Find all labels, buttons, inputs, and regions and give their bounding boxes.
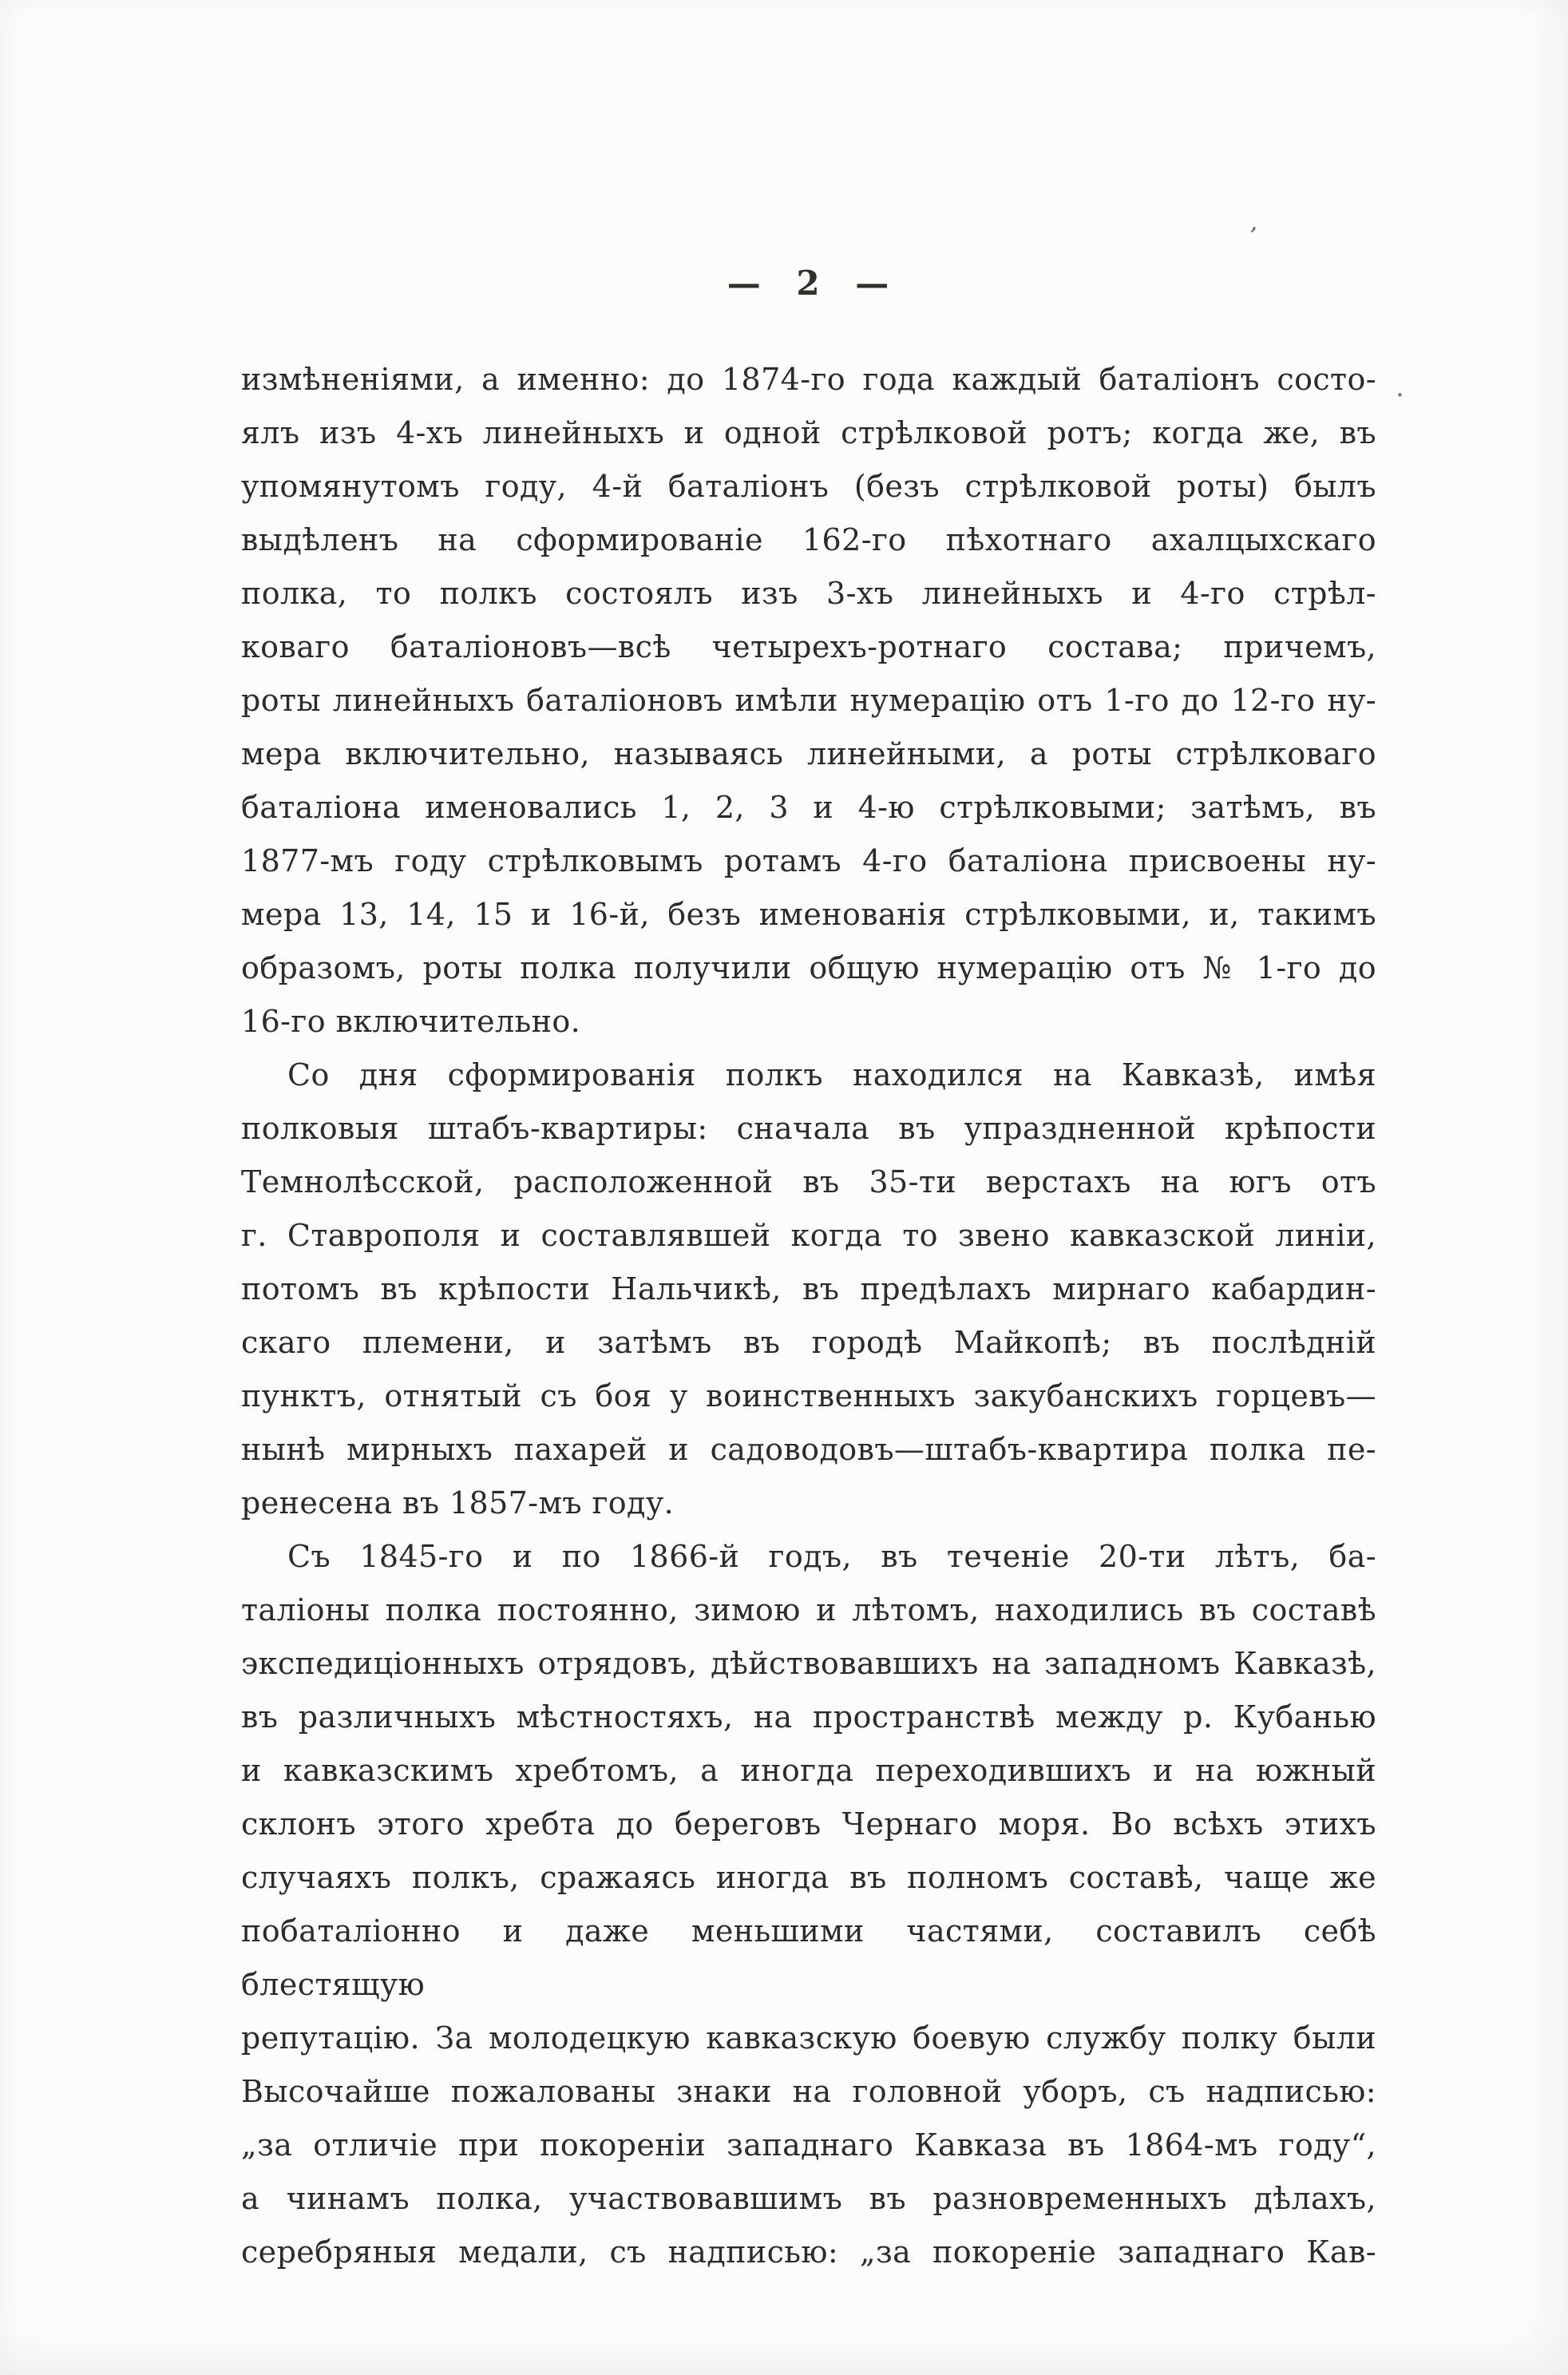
text-line: мера 13, 14, 15 и 16-й, безъ именованія стрѣлковыми, и, такимъ bbox=[241, 897, 1376, 932]
text-line: Высочайше пожалованы знаки на головной уборъ, съ надписью: bbox=[241, 2074, 1376, 2109]
body-text-block bbox=[241, 353, 1376, 2279]
text-line: полка, то полкъ состоялъ изъ 3-хъ линейныхъ и 4-го стрѣл- bbox=[241, 576, 1376, 611]
text-line: Темнолѣсской, расположенной въ 35-ти верстахъ на югъ отъ bbox=[241, 1164, 1376, 1199]
text-line: г. Ставрополя и составлявшей когда то звено кавказской линіи, bbox=[241, 1218, 1376, 1253]
text-line: 16-го включительно. bbox=[241, 1004, 581, 1039]
text-line: репутацію. За молодецкую кавказскую боевую службу полку были bbox=[241, 2020, 1376, 2056]
scan-artifact-tick: ʼ bbox=[1244, 222, 1258, 252]
text-line: ренесена въ 1857-мъ году. bbox=[241, 1485, 675, 1521]
text-line: экспедиціонныхъ отрядовъ, дѣйствовавшихъ на западномъ Кавказѣ, bbox=[241, 1646, 1376, 1681]
text-line: а чинамъ полка, участвовавшимъ въ разновременныхъ дѣлахъ, bbox=[241, 2181, 1376, 2216]
text-line: Съ 1845-го и по 1866-й годъ, въ теченіе 20-ти лѣтъ, ба- bbox=[287, 1539, 1376, 1574]
text-line: коваго баталіоновъ—всѣ четырехъ-ротнаго состава; причемъ, bbox=[241, 629, 1376, 664]
text-line: мера включительно, называясь линейными, а роты стрѣлковаго bbox=[241, 736, 1376, 771]
text-line: роты линейныхъ баталіоновъ имѣли нумерацію отъ 1-го до 12-го ну- bbox=[241, 683, 1376, 718]
text-line: склонъ этого хребта до береговъ Чернаго моря. Во всѣхъ этихъ bbox=[241, 1806, 1376, 1842]
text-line: образомъ, роты полка получили общую нумерацію отъ № 1-го до bbox=[241, 950, 1376, 985]
text-line: скаго племени, и затѣмъ въ городѣ Майкопѣ; въ послѣдній bbox=[241, 1325, 1376, 1360]
text-line: измѣненіями, а именно: до 1874-го года каждый баталіонъ состо- bbox=[241, 362, 1376, 397]
text-line: „за отличіе при покореніи западнаго Кавказа въ 1864-мъ году“, bbox=[241, 2127, 1376, 2163]
text-line: ялъ изъ 4-хъ линейныхъ и одной стрѣлковой ротъ; когда же, въ bbox=[241, 415, 1376, 450]
text-line: пунктъ, отнятый съ боя у воинственныхъ закубанскихъ горцевъ— bbox=[241, 1378, 1376, 1414]
text-line: баталіона именовались 1, 2, 3 и 4-ю стрѣлковыми; затѣмъ, въ bbox=[241, 790, 1376, 825]
text-line: Со дня сформированія полкъ находился на Кавказѣ, имѣя bbox=[287, 1057, 1376, 1092]
text-line: и кавказскимъ хребтомъ, а иногда переходившихъ и на южный bbox=[241, 1753, 1376, 1788]
text-line: таліоны полка постоянно, зимою и лѣтомъ, находились въ составѣ bbox=[241, 1592, 1376, 1628]
text-line: 1877-мъ году стрѣлковымъ ротамъ 4-го баталіона присвоены ну- bbox=[241, 843, 1376, 878]
scan-artifact-dot: . bbox=[1396, 371, 1404, 403]
text-line: случаяхъ полкъ, сражаясь иногда въ полномъ составѣ, чаще же bbox=[241, 1860, 1376, 1895]
text-line: потомъ въ крѣпости Нальчикѣ, въ предѣлахъ мирнаго кабардин- bbox=[241, 1271, 1376, 1306]
text-line: упомянутомъ году, 4-й баталіонъ (безъ стрѣлковой роты) былъ bbox=[241, 469, 1376, 504]
text-line: въ различныхъ мѣстностяхъ, на пространствѣ между р. Кубанью bbox=[241, 1699, 1376, 1735]
page-number-header: — 2 — bbox=[727, 264, 891, 303]
text-line: побаталіонно и даже меньшими частями, составилъ себѣ блестящую bbox=[241, 1913, 1376, 2002]
text-line: выдѣленъ на сформированіе 162-го пѣхотнаго ахалцыхскаго bbox=[241, 522, 1376, 557]
text-line: серебряныя медали, съ надписью: „за покореніе западнаго Кав- bbox=[241, 2234, 1376, 2270]
text-line: нынѣ мирныхъ пахарей и садоводовъ—штабъ-квартира полка пе- bbox=[241, 1432, 1376, 1467]
text-line: полковыя штабъ-квартиры: сначала въ упраздненной крѣпости bbox=[241, 1111, 1376, 1146]
